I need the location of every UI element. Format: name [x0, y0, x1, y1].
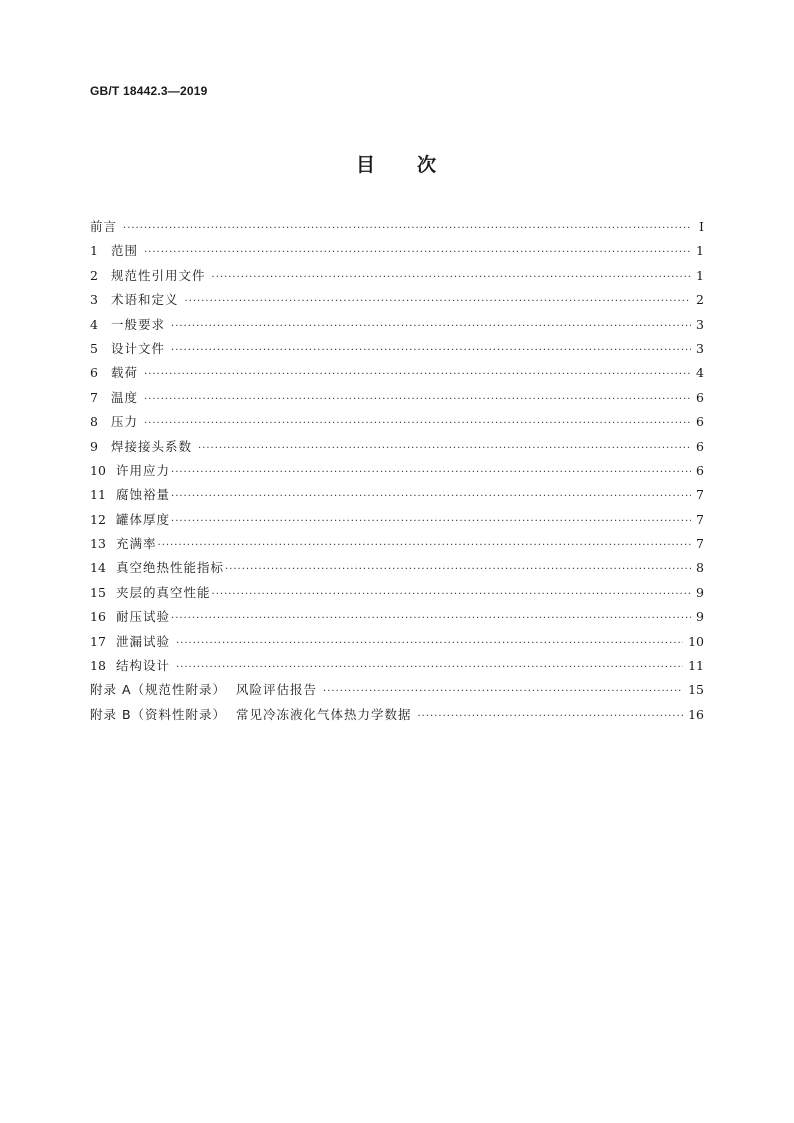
toc-entry-label: 耐压试验	[116, 609, 171, 625]
toc-entry-label: 真空绝热性能指标	[116, 560, 225, 576]
toc-entry-2[interactable]	[90, 264, 704, 288]
toc-entry-page: 6	[696, 462, 704, 478]
dot-leader	[212, 583, 691, 607]
toc-entry-page: 4	[696, 365, 704, 381]
toc-entry-number: 15	[90, 584, 106, 600]
toc-entry-page: 1	[696, 267, 704, 283]
toc-entry-number: 10	[90, 462, 106, 478]
toc-entry-page: 2	[696, 292, 704, 308]
toc-entry-number: 5	[90, 340, 98, 356]
toc-entry-label: 载荷	[111, 365, 139, 381]
dot-leader	[171, 607, 691, 631]
toc-entry-label: 夹层的真空性能	[116, 584, 211, 600]
toc-entry-17[interactable]	[90, 630, 704, 654]
toc-entry-9[interactable]	[90, 435, 704, 459]
toc-entry-12[interactable]	[90, 508, 704, 532]
toc-entry-label: 前言	[90, 219, 118, 234]
toc-entry-number: 3	[90, 292, 98, 308]
dot-leader	[144, 363, 691, 387]
toc-entry-label: 设计文件	[111, 340, 166, 356]
toc-entry-number: 14	[90, 560, 106, 576]
toc-entry-page: 7	[696, 511, 704, 527]
toc-entry-label: 泄漏试验	[116, 633, 171, 649]
toc-entry-page: 9	[696, 584, 704, 600]
toc-entry-14[interactable]	[90, 556, 704, 580]
dot-leader	[212, 266, 691, 290]
toc-entry-page: 16	[688, 706, 704, 722]
page-title	[0, 150, 794, 177]
toc-entry-15[interactable]	[90, 581, 704, 605]
toc-entry-label: 压力	[111, 414, 139, 430]
dot-leader	[171, 339, 691, 363]
toc-entry-11[interactable]	[90, 483, 704, 507]
toc-entry-label: 罐体厚度	[116, 511, 171, 527]
dot-leader	[171, 485, 691, 509]
toc-entry-number: 12	[90, 511, 106, 527]
toc-entry-page: 3	[696, 316, 704, 332]
toc-entry-label: 焊接接头系数	[111, 438, 193, 454]
toc-entry-label: 附录 B（资料性附录） 常见冷冻液化气体热力学数据	[90, 706, 412, 722]
dot-leader	[144, 388, 691, 412]
toc-entry-3[interactable]	[90, 288, 704, 312]
toc-entry-page: 8	[696, 560, 704, 576]
toc-entry-page: 7	[696, 487, 704, 503]
toc-entry-10[interactable]	[90, 459, 704, 483]
toc-entry-13[interactable]	[90, 532, 704, 556]
toc-entry-5[interactable]	[90, 337, 704, 361]
toc-entry-number: 16	[90, 609, 106, 625]
dot-leader	[225, 558, 691, 582]
toc-entry-page: 1	[696, 243, 704, 259]
dot-leader	[171, 315, 691, 339]
toc-entry-label: 附录 A（规范性附录） 风险评估报告	[90, 682, 317, 698]
toc-entry-number: 1	[90, 243, 98, 259]
toc-entry-page: 6	[696, 414, 704, 430]
toc-entry-label: 范围	[111, 243, 139, 259]
dot-leader	[198, 437, 691, 461]
toc-entry-4[interactable]	[90, 313, 704, 337]
toc-entry-number: 7	[90, 389, 98, 405]
toc-entry-page: 10	[688, 633, 704, 649]
toc-entry-label: 规范性引用文件	[111, 267, 206, 283]
toc-entry-16[interactable]	[90, 605, 704, 629]
toc-entry-page: Ⅰ	[699, 219, 704, 234]
toc-entry-number: 4	[90, 316, 98, 332]
toc-entry-label: 许用应力	[116, 462, 171, 478]
toc-entry-page: 9	[696, 609, 704, 625]
dot-leader	[158, 534, 691, 558]
toc-entry-number: 2	[90, 267, 98, 283]
toc-entry-page: 7	[696, 536, 704, 552]
toc-entry-page: 15	[688, 682, 704, 698]
dot-leader	[171, 510, 691, 534]
toc-entry-number: 11	[90, 487, 106, 503]
dot-leader	[144, 241, 691, 265]
toc-entry-8[interactable]	[90, 410, 704, 434]
title-char-2: 次	[417, 154, 439, 176]
toc-entry-18[interactable]	[90, 654, 704, 678]
toc-entry-page: 6	[696, 438, 704, 454]
dot-leader	[123, 217, 691, 241]
title-char-1: 目	[355, 154, 377, 176]
toc-entry-label: 一般要求	[111, 316, 166, 332]
toc-entry-label: 充满率	[116, 536, 157, 552]
toc-entry-page: 11	[688, 658, 704, 674]
toc-entry-foreword[interactable]	[90, 215, 704, 239]
dot-leader	[144, 412, 691, 436]
dot-leader	[171, 461, 691, 485]
toc-entry-1[interactable]	[90, 239, 704, 263]
toc-entry-number: 18	[90, 658, 106, 674]
toc-entry-number: 6	[90, 365, 98, 381]
toc-entry-number: 13	[90, 536, 106, 552]
toc-entry-label: 温度	[111, 389, 139, 405]
toc-entry-page: 3	[696, 340, 704, 356]
dot-leader	[418, 705, 684, 729]
toc-entry-label: 腐蚀裕量	[116, 487, 171, 503]
dot-leader	[176, 632, 683, 656]
dot-leader	[323, 680, 683, 704]
toc-entry-label: 术语和定义	[111, 292, 179, 308]
dot-leader	[185, 290, 691, 314]
toc-entry-number: 9	[90, 438, 98, 454]
dot-leader	[176, 656, 683, 680]
toc-entry-7[interactable]	[90, 386, 704, 410]
toc-entry-annex-a[interactable]	[90, 678, 704, 702]
toc-entry-page: 6	[696, 389, 704, 405]
toc-entry-6[interactable]	[90, 361, 704, 385]
toc-entry-number: 8	[90, 414, 98, 430]
toc-entry-annex-b[interactable]	[90, 703, 704, 727]
document-code: GB/T 18442.3—2019	[90, 84, 208, 98]
toc-entry-label: 结构设计	[116, 658, 171, 674]
toc-entry-number: 17	[90, 633, 106, 649]
table-of-contents	[90, 215, 704, 727]
